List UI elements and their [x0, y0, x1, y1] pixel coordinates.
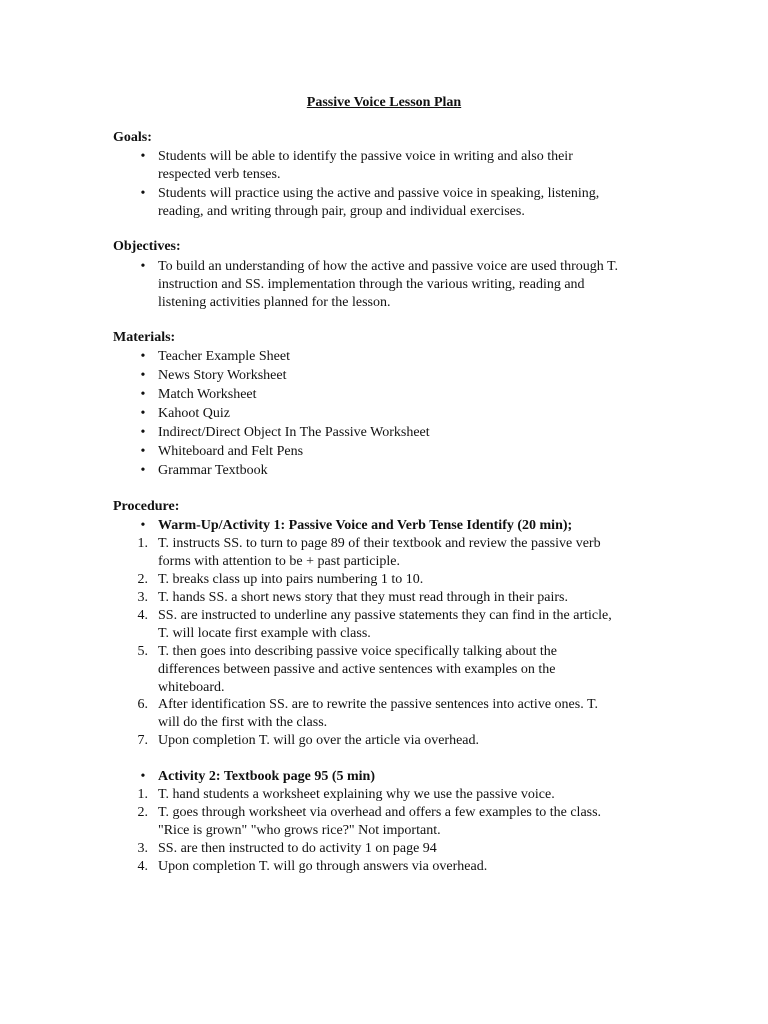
step-text: SS. are instructed to underline any passive statements they can find in the article, T. will locate first example with class.	[158, 608, 612, 641]
step-text: T. hand students a worksheet explaining why we use the passive voice.	[158, 787, 555, 802]
bullet-icon: •	[140, 444, 146, 459]
page-title: Passive Voice Lesson Plan	[306, 95, 462, 110]
bullet-icon: •	[140, 463, 146, 478]
material-text: Match Worksheet	[158, 387, 257, 402]
step-number: 4.	[137, 859, 148, 874]
bullet-icon: •	[140, 425, 146, 440]
goals-heading: Goals:	[113, 130, 152, 145]
step-text: SS. are then instructed to do activity 1 on page 94	[158, 841, 437, 856]
material-text: Kahoot Quiz	[158, 406, 230, 421]
step-text: T. breaks class up into pairs numbering 1 to 10.	[158, 572, 424, 587]
step-text: Upon completion T. will go through answers via overhead.	[158, 859, 488, 874]
step-number: 6.	[137, 697, 148, 712]
step-number: 3.	[137, 841, 148, 856]
step-number: 2.	[137, 805, 148, 820]
activity-1-title: Warm-Up/Activity 1: Passive Voice and Verb Tense Identify (20 min);	[158, 518, 573, 533]
step-text: Upon completion T. will go over the article via overhead.	[158, 733, 479, 748]
bullet-icon: •	[140, 769, 146, 784]
step-text: T. hands SS. a short news story that they must read through in their pairs.	[158, 590, 568, 605]
bullet-icon: •	[140, 387, 146, 402]
material-text: Teacher Example Sheet	[158, 349, 290, 364]
step-text: T. instructs SS. to turn to page 89 of their textbook and review the passive verb forms with attention to be + past participle.	[158, 536, 601, 569]
goal-text: Students will be able to identify the passive voice in writing and also their respected verb tenses.	[158, 149, 573, 182]
objectives-heading: Objectives:	[113, 239, 181, 254]
step-text: After identification SS. are to rewrite the passive sentences into active ones. T. will do the first with the class.	[158, 697, 598, 730]
objective-text: To build an understanding of how the active and passive voice are used through T. instruction and SS. implementation through the various writing, reading and listening activities planned for the lesson.	[158, 259, 618, 310]
bullet-icon: •	[140, 518, 146, 533]
bullet-icon: •	[140, 149, 146, 164]
step-number: 1.	[137, 536, 148, 551]
goal-text: Students will practice using the active and passive voice in speaking, listening, reading, and writing through pair, group and individual exercises.	[158, 186, 600, 219]
step-number: 2.	[137, 572, 148, 587]
bullet-icon: •	[140, 186, 146, 201]
procedure-heading: Procedure:	[113, 499, 180, 514]
material-text: Indirect/Direct Object In The Passive Worksheet	[158, 425, 430, 440]
step-number: 5.	[137, 644, 148, 659]
bullet-icon: •	[140, 406, 146, 421]
activity-2-title: Activity 2: Textbook page 95 (5 min)	[158, 769, 375, 784]
materials-heading: Materials:	[113, 330, 176, 345]
material-text: Grammar Textbook	[158, 463, 268, 478]
material-text: Whiteboard and Felt Pens	[158, 444, 304, 459]
step-number: 4.	[137, 608, 148, 623]
step-number: 3.	[137, 590, 148, 605]
step-text: T. then goes into describing passive voice specifically talking about the differences between passive and active sentences with examples on the whiteboard.	[158, 644, 558, 695]
step-text: T. goes through worksheet via overhead and offers a few examples to the class. "Rice is grown" "who grows rice?" Not important.	[158, 805, 602, 838]
step-number: 7.	[137, 733, 148, 748]
bullet-icon: •	[140, 349, 146, 364]
step-number: 1.	[137, 787, 148, 802]
bullet-icon: •	[140, 259, 146, 274]
bullet-icon: •	[140, 368, 146, 383]
material-text: News Story Worksheet	[158, 368, 287, 383]
